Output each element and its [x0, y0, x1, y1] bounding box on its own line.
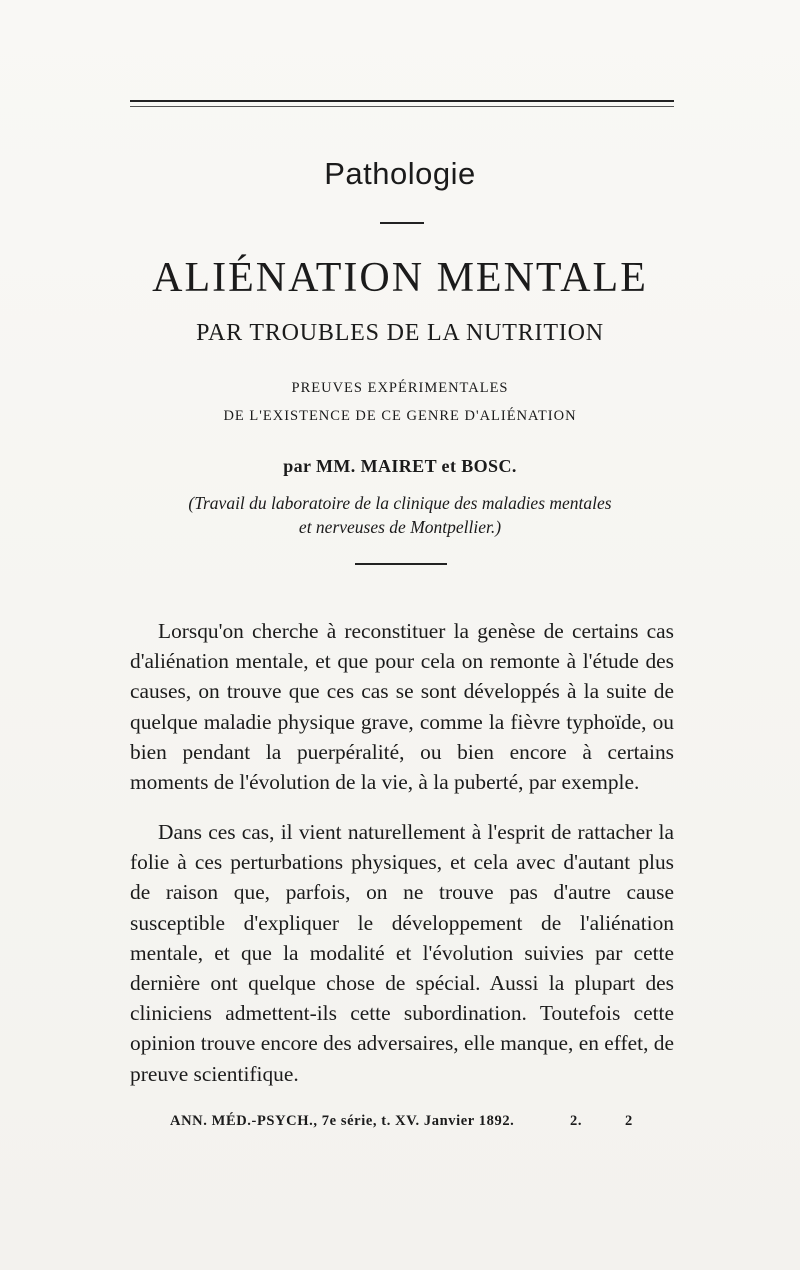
section-title: Pathologie — [324, 156, 476, 191]
signature-mark-2: 2 — [625, 1113, 633, 1129]
footer — [170, 1113, 650, 1130]
body-separator — [355, 563, 447, 565]
proof-line-2: DE L'EXISTENCE DE CE GENRE D'ALIÉNATION — [223, 408, 577, 424]
signature-mark-1: 2. — [570, 1113, 583, 1129]
article-subtitle: PAR TROUBLES DE LA NUTRITION — [196, 320, 604, 346]
title-separator — [380, 222, 424, 224]
proof-line-1: PREUVES EXPÉRIMENTALES — [291, 380, 509, 396]
affiliation-line-1: (Travail du laboratoire de la clinique des maladies mentales — [188, 493, 612, 513]
paragraph-2: Dans ces cas, il vient naturellement à l'esprit de rattacher la folie à ces perturbations physiques, et cela avec d'autant plus de raison que, parfois, on ne trouve pas d'autre cause susceptible d'expliquer le développement de l'aliénation mentale, et que la modalité et l'évolution suivies par cette dernière ont quelque chose de spécial. Aussi la plupart des cliniciens admettent-ils cette subordination. Toutefois cette opinion trouve encore des adversaires, elle manque, en effet, de preuve scientifique. — [130, 820, 674, 1086]
article-title: ALIÉNATION MENTALE — [152, 255, 648, 301]
footer-citation: ANN. MÉD.-PSYCH., 7e série, t. XV. Janvier 1892. — [170, 1113, 515, 1129]
affiliation-line-2: et nerveuses de Montpellier.) — [298, 517, 502, 537]
paragraph-1: Lorsqu'on cherche à reconstituer la genèse de certains cas d'aliénation mentale, et que pour cela on remonte à l'étude des causes, on trouve que ces cas se sont développés à la suite de quelque maladie physique grave, comme la fièvre typhoïde, ou bien pendant la puerpéralité, ou bien encore à certains moments de l'évolution de la vie, à la puberté, par exemple. — [130, 619, 674, 795]
authors: par MM. MAIRET et BOSC. — [283, 456, 517, 476]
top-rule — [130, 100, 674, 102]
top-rule-thin — [130, 106, 674, 107]
